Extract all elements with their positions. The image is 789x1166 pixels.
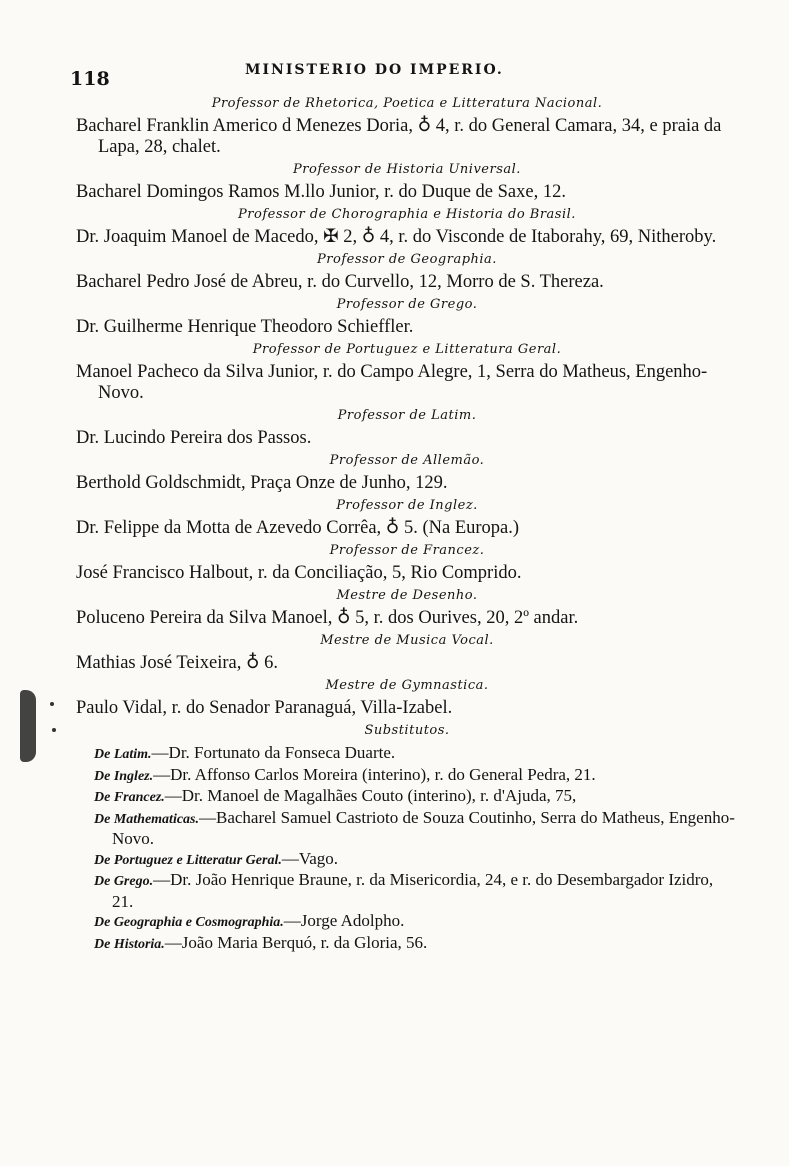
section-gymnastica	[76, 677, 738, 719]
substitute-entry	[94, 849, 738, 871]
section-heading: Mestre de Gymnastica.	[325, 678, 489, 693]
page-header	[70, 60, 730, 90]
section-heading: Professor de Grego.	[336, 297, 478, 312]
substitute-text: —Jorge Adolpho.	[283, 911, 405, 930]
substitute-text: —Dr. Fortunato da Fonseca Duarte.	[151, 743, 396, 762]
section-entry: Dr. Guilherme Henrique Theodoro Schieffler.	[76, 317, 414, 337]
substitute-entry	[94, 765, 738, 787]
section-grego	[76, 296, 738, 338]
substitute-entry	[94, 870, 738, 911]
section-heading: Professor de Latim.	[337, 408, 477, 423]
ink-blot-mark	[20, 690, 36, 762]
section-entry: Bacharel Domingos Ramos M.llo Junior, r. do Duque de Saxe, 12.	[76, 182, 566, 202]
substitute-subject: De Grego.	[94, 874, 154, 889]
section-musica-vocal	[76, 632, 738, 674]
section-heading: Professor de Inglez.	[336, 498, 478, 513]
section-entry: Paulo Vidal, r. do Senador Paranaguá, Villa-Izabel.	[76, 698, 453, 718]
substitute-entry	[94, 786, 738, 808]
substitute-text: —Dr. Affonso Carlos Moreira (interino), r. do General Pedra, 21.	[153, 764, 596, 784]
margin-dot	[50, 702, 54, 706]
section-rhetorica	[76, 95, 738, 158]
running-title: MINISTERIO DO IMPERIO.	[245, 62, 504, 78]
section-heading: Mestre de Desenho.	[336, 588, 478, 603]
section-inglez	[76, 497, 738, 539]
substitute-text: —João Maria Berquó, r. da Gloria, 56.	[164, 932, 428, 952]
page-number: 118	[70, 68, 110, 90]
substitute-subject: De Inglez.	[94, 768, 154, 784]
substitutos-heading: Substitutos.	[364, 723, 450, 738]
section-entry: Berthold Goldschmidt, Praça Onze de Junho, 129.	[76, 473, 448, 493]
substitute-text: —Vago.	[281, 848, 339, 868]
section-geographia	[76, 251, 738, 293]
section-portuguez	[76, 341, 738, 404]
margin-dot	[52, 728, 56, 732]
page-body	[76, 92, 738, 954]
section-heading: Professor de Rhetorica, Poetica e Litteratura Nacional.	[211, 96, 603, 111]
section-desenho	[76, 587, 738, 629]
section-entry: Mathias José Teixeira, ♁ 6.	[76, 653, 279, 673]
section-heading: Professor de Francez.	[329, 543, 485, 558]
section-allemao	[76, 452, 738, 494]
substitute-entry	[94, 911, 738, 933]
section-heading: Professor de Geographia.	[317, 252, 497, 267]
section-heading: Professor de Portuguez e Litteratura Geral.	[252, 342, 562, 357]
substitute-subject: De Francez.	[94, 790, 165, 805]
section-entry: Dr. Felippe da Motta de Azevedo Corrêa, ♁ 5. (Na Europa.)	[76, 518, 520, 538]
substitute-entry	[94, 743, 738, 765]
substitute-subject: De Portuguez e Litteratur Geral.	[94, 852, 282, 868]
substitute-subject: De Latim.	[94, 747, 152, 762]
section-heading: Professor de Chorographia e Historia do Brasil.	[238, 207, 576, 222]
section-substitutos	[76, 722, 738, 954]
substitute-subject: De Geographia e Cosmographia.	[94, 915, 284, 930]
section-entry: Manoel Pacheco da Silva Junior, r. do Campo Alegre, 1, Serra do Matheus, Engenho-Novo.	[76, 362, 708, 403]
substitute-text: —Dr. João Henrique Braune, r. da Misericordia, 24, e r. do Desembargador Izidro, 21.	[112, 870, 714, 911]
substitute-entry	[94, 808, 738, 849]
section-chorographia	[76, 206, 738, 248]
section-entry: Poluceno Pereira da Silva Manoel, ♁ 5, r. dos Ourives, 20, 2º andar.	[76, 608, 579, 628]
section-heading: Professor de Historia Universal.	[293, 162, 521, 177]
section-latim	[76, 407, 738, 449]
substitute-text: —Bacharel Samuel Castrioto de Souza Coutinho, Serra do Matheus, Engenho-Novo.	[112, 807, 735, 848]
substitute-text: —Dr. Manoel de Magalhães Couto (interino), r. d'Ajuda, 75,	[164, 786, 577, 805]
section-francez	[76, 542, 738, 584]
section-entry: José Francisco Halbout, r. da Conciliação, 5, Rio Comprido.	[76, 563, 522, 583]
section-heading: Professor de Allemão.	[329, 453, 485, 468]
section-entry: Bacharel Pedro José de Abreu, r. do Curvello, 12, Morro de S. Thereza.	[76, 272, 604, 292]
substitute-subject: De Mathematicas.	[94, 811, 199, 827]
section-entry: Dr. Lucindo Pereira dos Passos.	[76, 428, 312, 448]
section-historia-universal	[76, 161, 738, 203]
section-heading: Mestre de Musica Vocal.	[320, 633, 494, 648]
section-entry: Bacharel Franklin Americo d Menezes Doria, ♁ 4, r. do General Camara, 34, e praia da Lapa, 28, chalet.	[76, 116, 722, 157]
substitute-subject: De Historia.	[94, 936, 165, 952]
substitute-entry	[94, 933, 738, 955]
section-entry: Dr. Joaquim Manoel de Macedo, ✠ 2, ♁ 4, r. do Visconde de Itaborahy, 69, Nitheroby.	[76, 227, 717, 247]
